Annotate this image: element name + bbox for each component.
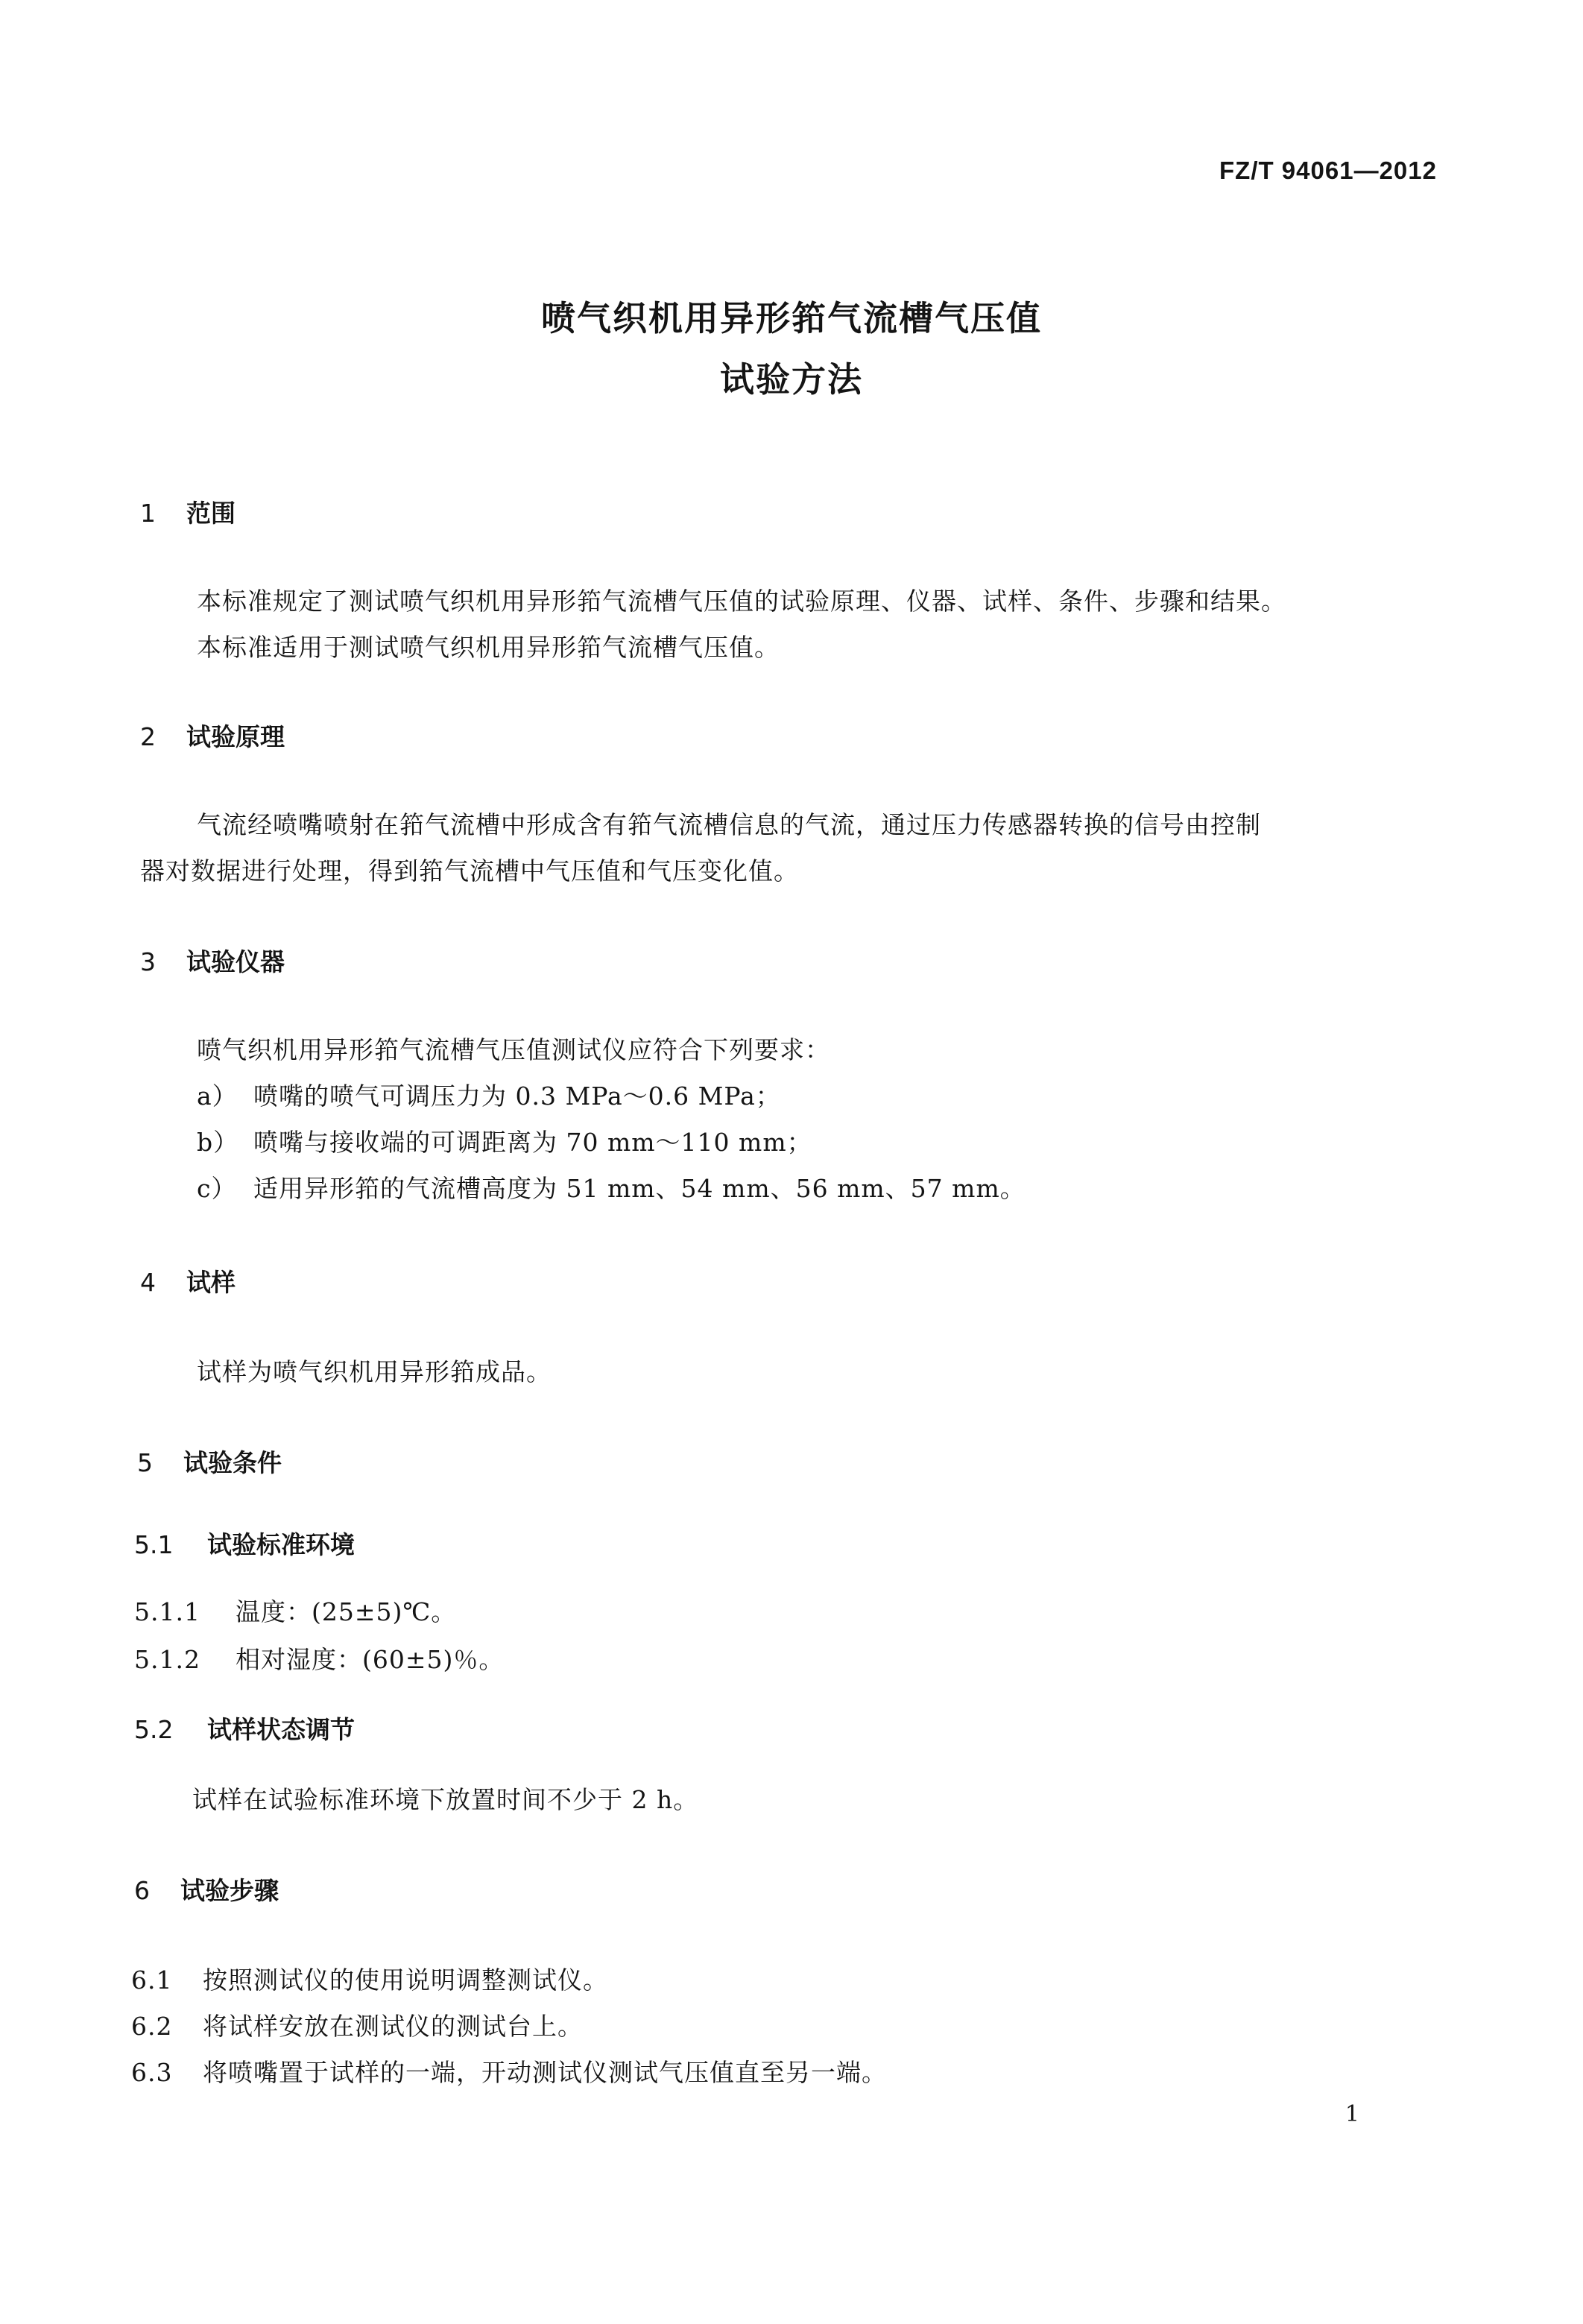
section-number: 4	[140, 1268, 156, 1297]
section-3-heading	[140, 947, 285, 976]
section-title: 试验标准环境	[207, 1530, 355, 1559]
section-2-paragraph-line-2: 器对数据进行处理，得到筘气流槽中气压值和气压变化值。	[140, 856, 799, 885]
section-number: 5.2	[134, 1715, 174, 1744]
list-text: 适用异形筘的气流槽高度为 51 mm、54 mm、56 mm、57 mm。	[253, 1174, 1026, 1203]
section-title: 范围	[186, 499, 236, 528]
section-number: 5.1	[134, 1530, 174, 1559]
list-item	[197, 1082, 781, 1111]
clause-text: 相对湿度：(60±5)％。	[236, 1645, 505, 1674]
step-number: 6.1	[131, 1965, 173, 1995]
section-6-heading	[134, 1878, 279, 1903]
list-marker: b）	[197, 1128, 239, 1157]
section-title: 试验仪器	[186, 947, 285, 976]
list-marker: a）	[197, 1082, 238, 1111]
section-number: 6	[134, 1876, 150, 1905]
clause-text: 温度：(25±5)℃。	[236, 1597, 457, 1626]
clause-5-1-2	[134, 1647, 504, 1672]
document-title-line1: 喷气织机用异形筘气流槽气压值	[541, 298, 1042, 338]
list-item	[197, 1130, 812, 1155]
clause-number: 5.1.2	[134, 1645, 200, 1674]
subsection-5-1-heading	[134, 1532, 355, 1557]
section-4-paragraph: 试样为喷气织机用异形筘成品。	[197, 1357, 552, 1386]
step-6-3	[131, 2060, 887, 2085]
clause-5-1-1	[134, 1597, 457, 1626]
section-2-paragraph-line-1: 气流经喷嘴喷射在筘气流槽中形成含有筘气流槽信息的气流，通过压力传感器转换的信号由控制	[197, 810, 1261, 839]
section-1-heading	[140, 499, 236, 528]
standard-code: FZ/T 94061—2012	[1219, 157, 1437, 184]
step-number: 6.2	[131, 2012, 173, 2041]
section-number: 3	[140, 947, 156, 976]
page-number: 1	[1345, 2101, 1359, 2127]
section-title: 试验原理	[186, 722, 285, 751]
step-text: 按照测试仪的使用说明调整测试仪。	[203, 1965, 608, 1995]
section-number: 1	[140, 499, 156, 528]
section-number: 2	[140, 722, 156, 751]
step-text: 将喷嘴置于试样的一端，开动测试仪测试气压值直至另一端。	[203, 2058, 887, 2087]
section-2-heading	[140, 724, 285, 749]
subsection-5-2-paragraph: 试样在试验标准环境下放置时间不少于 2 h。	[192, 1785, 699, 1814]
list-item	[197, 1176, 1026, 1201]
list-text: 喷嘴的喷气可调压力为 0.3 MPa～0.6 MPa；	[253, 1082, 781, 1111]
section-title: 试样	[186, 1268, 236, 1297]
list-text: 喷嘴与接收端的可调距离为 70 mm～110 mm；	[253, 1128, 812, 1157]
list-marker: c）	[197, 1174, 237, 1203]
step-number: 6.3	[131, 2058, 173, 2087]
section-3-intro: 喷气织机用异形筘气流槽气压值测试仪应符合下列要求：	[197, 1035, 830, 1064]
section-number: 5	[137, 1448, 153, 1477]
section-title: 试验步骤	[180, 1876, 279, 1905]
step-text: 将试样安放在测试仪的测试台上。	[203, 2012, 583, 2041]
section-5-heading	[137, 1450, 282, 1475]
section-title: 试样状态调节	[207, 1715, 355, 1744]
step-6-2	[131, 2014, 583, 2039]
section-4-heading	[140, 1270, 236, 1295]
subsection-5-2-heading	[134, 1717, 355, 1742]
section-1-paragraph-2: 本标准适用于测试喷气织机用异形筘气流槽气压值。	[197, 633, 780, 662]
section-1-paragraph-1: 本标准规定了测试喷气织机用异形筘气流槽气压值的试验原理、仪器、试样、条件、步骤和结果。	[197, 587, 1286, 616]
section-title: 试验条件	[183, 1448, 282, 1477]
step-6-1	[131, 1965, 608, 1995]
clause-number: 5.1.1	[134, 1597, 200, 1626]
document-title-line2: 试验方法	[720, 359, 863, 400]
